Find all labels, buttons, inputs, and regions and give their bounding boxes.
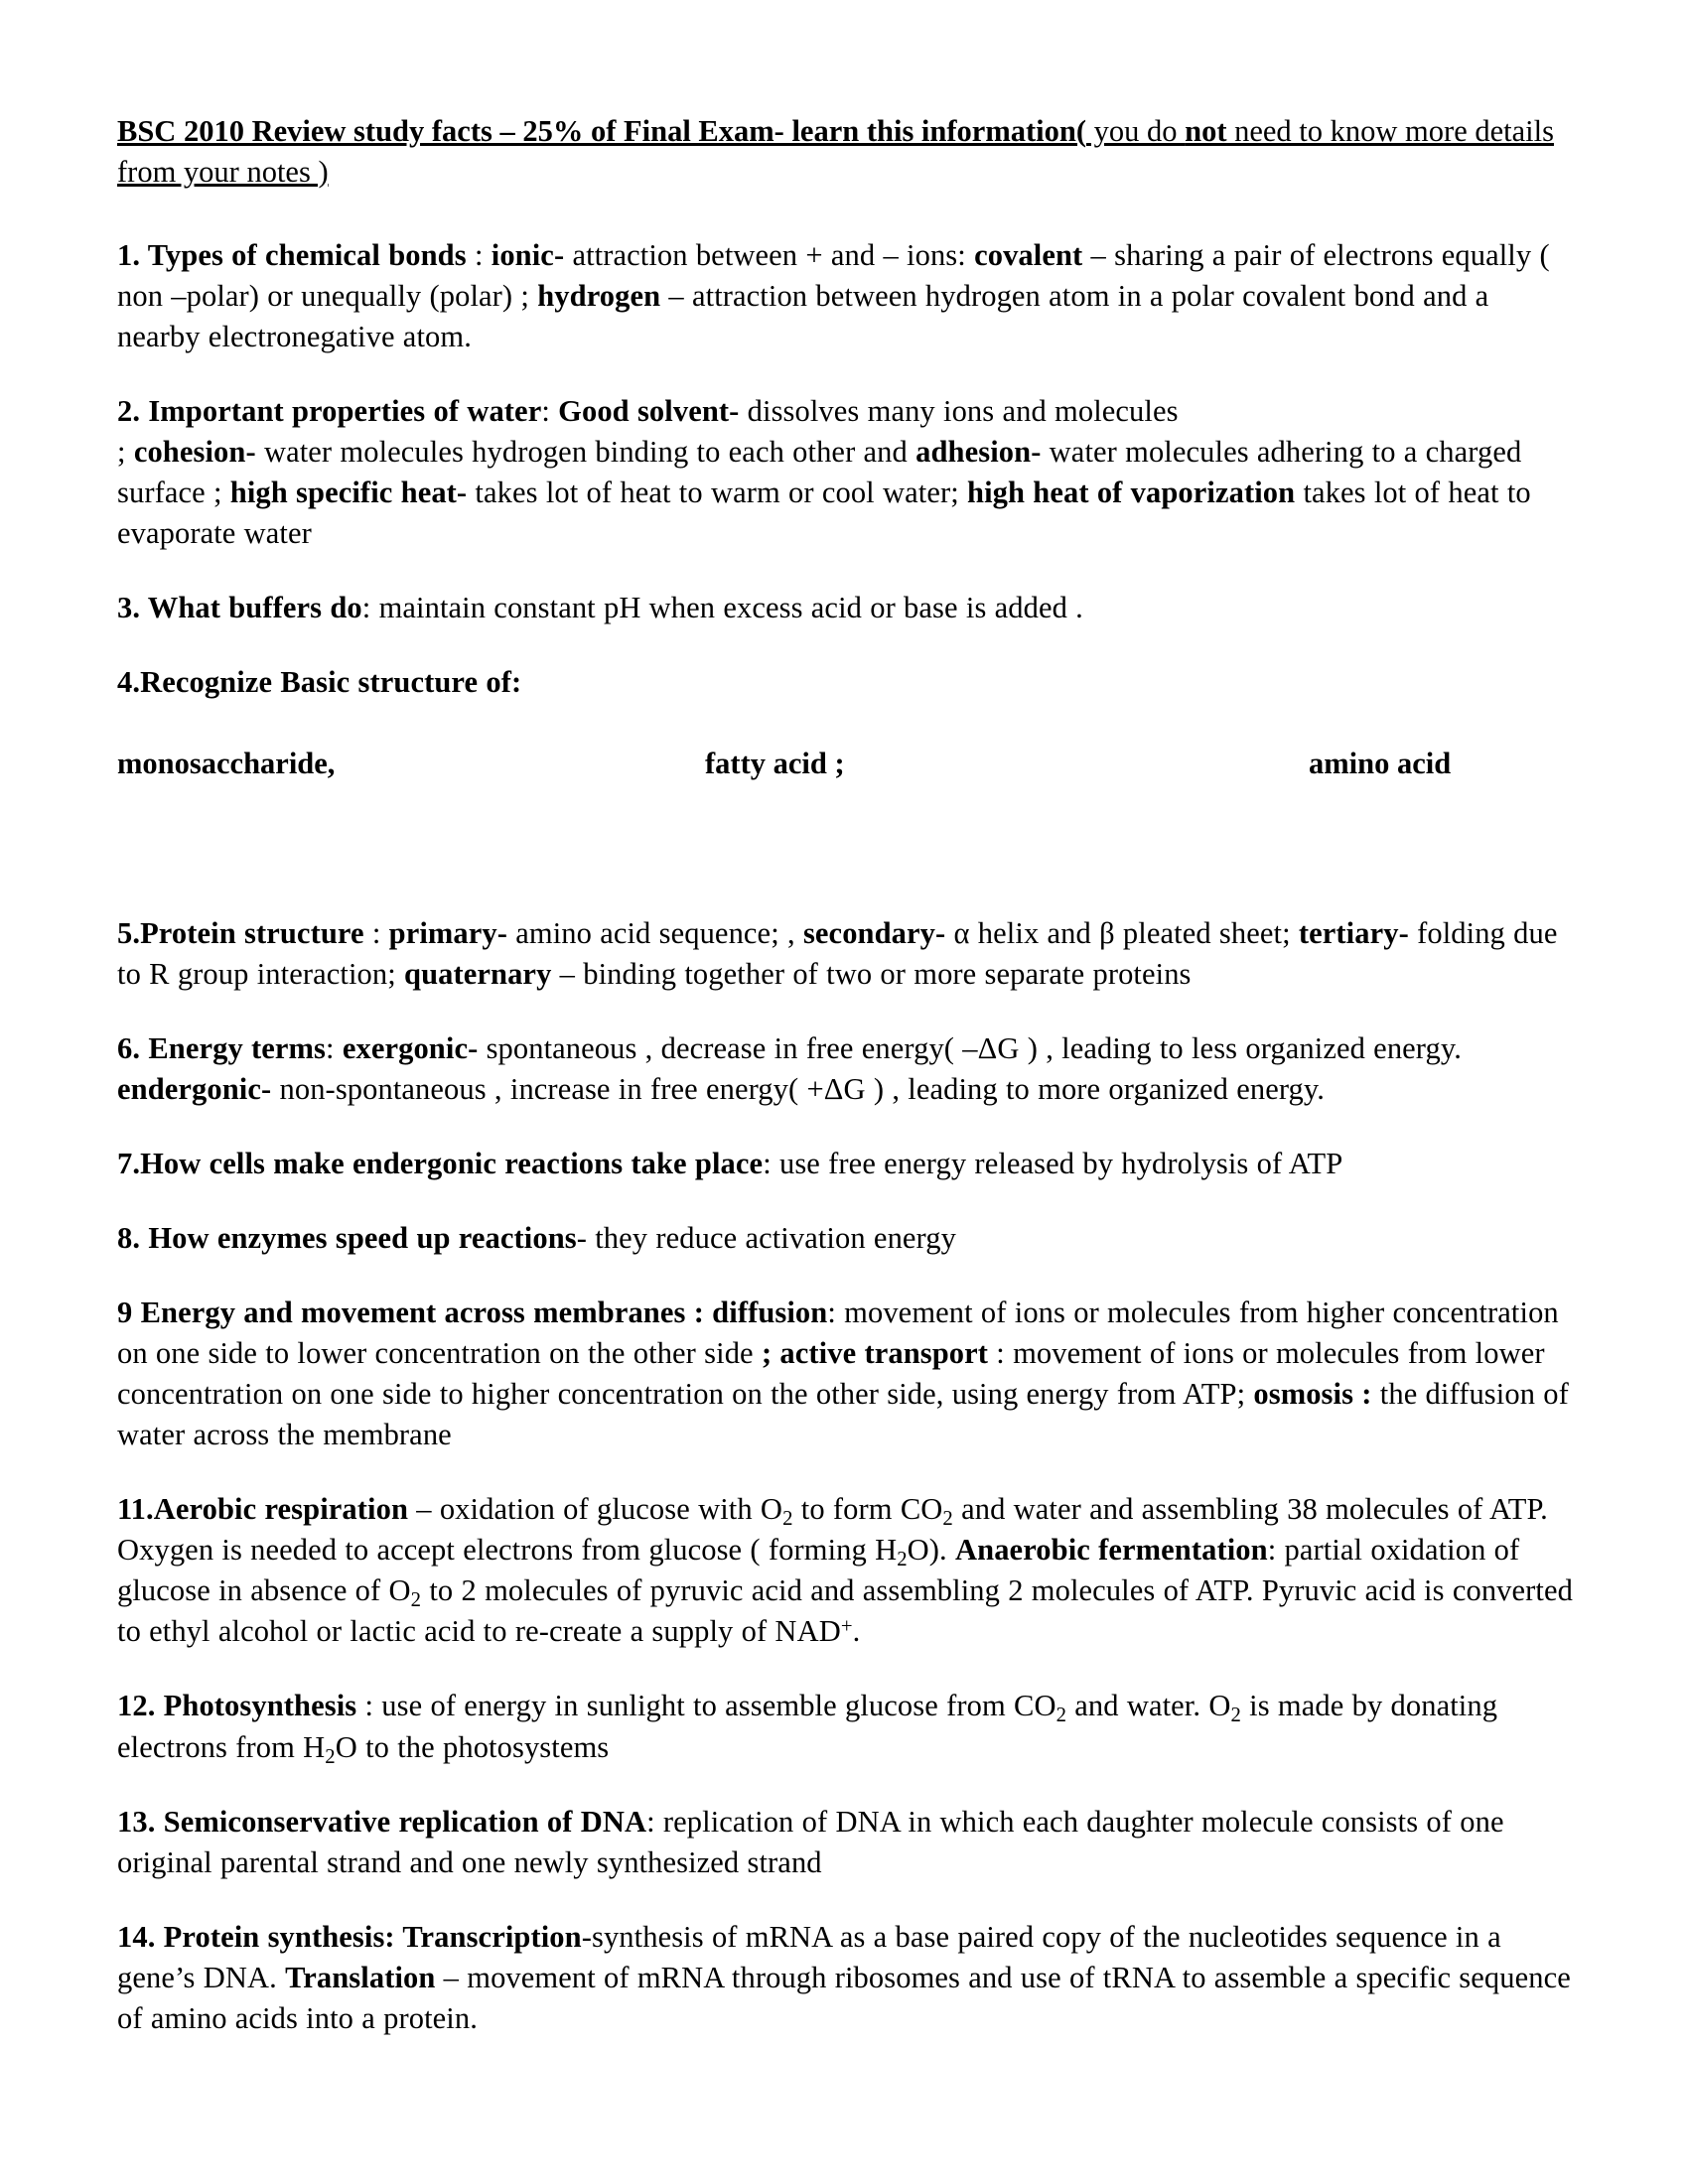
section-12-photosynthesis [117,1686,1577,1767]
section-11-seg-a: – oxidation of glucose with O [408,1492,783,1527]
term-cohesion: cohesion- [133,435,256,470]
structure-drawing-space [117,782,1577,913]
document-title [117,111,1577,192]
section-7-heading: How cells make endergonic reactions take place [140,1147,764,1181]
section-3-number: 3. [117,591,148,625]
section-1-sep: : [466,238,492,273]
section-6-after-exergonic: spontaneous , decrease in free energy( –ΔG ) , leading to less organized energy. [478,1031,1462,1066]
section-5-heading: Protein structure [140,916,364,951]
section-11-seg-g: . [852,1614,861,1649]
section-4-heading: Recognize Basic structure of: [140,665,522,700]
term-transcription: Transcription [394,1919,582,1954]
section-4-number: 4. [117,665,141,700]
section-2-number: 2. [117,394,149,429]
term-covalent: covalent [974,238,1083,273]
section-9-after-active-transport: : movement of ions or molecules from lower concentration on one side to higher concentration on the other side, using energy from ATP; [117,1336,1545,1412]
section-14-after-translation: – movement of mRNA through ribosomes and use of tRNA to assemble a specific sequence of amino acids into a protein. [117,1960,1571,2035]
superscript-nad-plus: + [840,1615,853,1638]
section-2-line2-prefix: ; [117,435,134,470]
term-adhesion: adhesion- [915,435,1042,470]
section-2-after-high-heat-vaporization: takes lot of heat to evaporate water [117,476,1531,551]
section-14-protein-synthesis [117,1917,1577,2039]
document-body [117,111,1577,2039]
term-secondary: secondary- [802,916,946,951]
section-11-heading: Aerobic respiration [153,1492,409,1527]
term-translation: Translation [285,1960,436,1994]
title-mid: you do [1085,114,1186,148]
section-9-after-osmosis: the diffusion of water across the membrane [117,1377,1569,1452]
subscript-co2-b: 2 [1055,1705,1067,1727]
term-osmosis: osmosis : [1253,1377,1372,1412]
section-6-after-endergonic: non-spontaneous , increase in free energy( +ΔG ) , leading to more organized energy. [271,1072,1326,1107]
section-11-seg-f: to 2 molecules of pyruvic acid and assembling 2 molecules of ATP. Pyruvic acid is converted to ethyl alcohol or lactic acid to re-create a supply of NAD [117,1573,1573,1649]
section-2-colon: : [541,394,559,429]
section-2-water-properties [117,391,1577,554]
section-9-membrane-transport [117,1293,1577,1455]
term-active-transport: ; active transport [761,1336,989,1371]
section-3-body: : maintain constant pH when excess acid or base is added . [361,591,1083,625]
section-6-energy-terms [117,1028,1577,1110]
structure-labels-row [117,747,1577,782]
structure-label-amino-acid: amino acid [1309,747,1452,781]
section-11-aerobic-respiration [117,1489,1577,1652]
section-13-heading: Semiconservative replication of DNA [163,1804,647,1839]
section-3-heading: What buffers do [147,591,362,625]
section-11-seg-c: and water and assembling 38 molecules of ATP. Oxygen is needed to accept electrons from glucose ( forming H [117,1492,1548,1568]
section-11-seg-d: O). [907,1533,956,1568]
section-11-seg-e: : partial oxidation of glucose in absence of O [117,1533,1520,1608]
section-1-chemical-bonds [117,235,1577,357]
section-13-semiconservative-replication [117,1802,1577,1883]
section-11-seg-b: to form CO [792,1492,943,1527]
section-12-seg-c: is made by donating electrons from H [117,1689,1498,1764]
term-tertiary: tertiary- [1298,916,1409,951]
term-ionic: ionic- [491,238,565,273]
subscript-h2o-a: 2 [897,1549,908,1571]
section-1-number: 1. [117,238,148,273]
section-5-after-secondary: α helix and β pleated sheet; [945,916,1299,951]
subscript-o2-a: 2 [782,1508,793,1531]
section-2-after-cohesion: water molecules hydrogen binding to each other and [255,435,916,470]
section-8-heading: How enzymes speed up reactions [148,1221,577,1256]
section-5-after-tertiary: folding due to R group interaction; [117,916,1558,992]
section-1-after-hydrogen: – attraction between hydrogen atom in a polar covalent bond and a nearby electronegative atom. [117,279,1489,354]
term-hydrogen: hydrogen [537,279,661,314]
section-2-heading: Important properties of water [148,394,542,429]
section-9-after-heading: : movement of ions or molecules from higher concentration on one side to lower concentration on the other side [117,1296,1559,1371]
section-12-seg-d: O to the photosystems [335,1729,610,1764]
section-6-colon: : [326,1031,343,1066]
term-high-specific-heat: high specific heat- [229,476,468,510]
term-quaternary: quaternary [404,957,552,992]
section-1-after-covalent: – sharing a pair of electrons equally ( non –polar) or unequally (polar) ; [117,238,1550,314]
section-12-seg-b: and water. O [1066,1689,1231,1723]
section-3-buffers [117,588,1577,628]
section-1-after-ionic: attraction between + and – ions: [564,238,975,273]
structure-label-monosaccharide: monosaccharide, [117,747,336,781]
section-7-body: : use free energy released by hydrolysis of ATP [763,1147,1343,1181]
section-5-after-primary: amino acid sequence; , [507,916,803,951]
subscript-o2-c: 2 [1230,1705,1241,1727]
section-14-after-transcription: -synthesis of mRNA as a base paired copy of the nucleotides sequence in a gene’s DNA. [117,1919,1501,1994]
title-tail: need to know more details from your notes ) [117,114,1554,189]
term-high-heat-vaporization: high heat of vaporization [967,476,1296,510]
section-5-protein-structure [117,913,1577,995]
section-4-basic-structures [117,662,1577,703]
section-5-number: 5. [117,916,141,951]
title-head: BSC 2010 Review study facts – 25% of Final Exam- learn this information( [117,114,1086,148]
structure-label-fatty-acid: fatty acid ; [705,747,845,781]
section-2-after-good-solvent: dissolves many ions and molecules [739,394,1179,429]
section-13-number: 13. [117,1804,164,1839]
term-anaerobic-fermentation: Anaerobic fermentation [955,1533,1268,1568]
section-13-body: : replication of DNA in which each daughter molecule consists of one original parental strand and one newly synthesized strand [117,1804,1504,1879]
subscript-co2-a: 2 [942,1508,953,1531]
section-2-after-high-specific-heat: takes lot of heat to warm or cool water; [467,476,968,510]
section-6-heading: Energy terms [148,1031,327,1066]
section-2-after-adhesion: water molecules adhering to a charged surface ; [117,435,1522,510]
section-9-heading: Energy and movement across membranes : diffusion [140,1296,828,1330]
section-8-body: - they reduce activation energy [576,1221,956,1256]
section-9-number: 9 [117,1296,141,1330]
term-exergonic: exergonic- [342,1031,479,1066]
subscript-h2o-b: 2 [325,1745,336,1768]
section-5-after-quaternary: – binding together of two or more separate proteins [551,957,1192,992]
section-12-seg-a: : use of energy in sunlight to assemble glucose from CO [356,1689,1056,1723]
section-14-number: 14. [117,1919,164,1954]
section-11-number: 11. [117,1492,154,1527]
section-12-number: 12. [117,1689,164,1723]
section-12-heading: Photosynthesis [163,1689,357,1723]
subscript-o2-b: 2 [410,1589,422,1612]
section-8-number: 8. [117,1221,149,1256]
term-primary: primary- [388,916,508,951]
section-7-number: 7. [117,1147,141,1181]
section-14-heading: Protein synthesis: [163,1919,395,1954]
section-1-heading: Types of chemical bonds [147,238,467,273]
section-8-enzymes [117,1218,1577,1259]
section-6-number: 6. [117,1031,149,1066]
term-good-solvent: Good solvent- [558,394,740,429]
section-7-endergonic-reactions [117,1144,1577,1184]
term-endergonic: endergonic- [117,1072,272,1107]
section-5-sep: : [363,916,389,951]
title-not-emphasis: not [1185,114,1227,148]
